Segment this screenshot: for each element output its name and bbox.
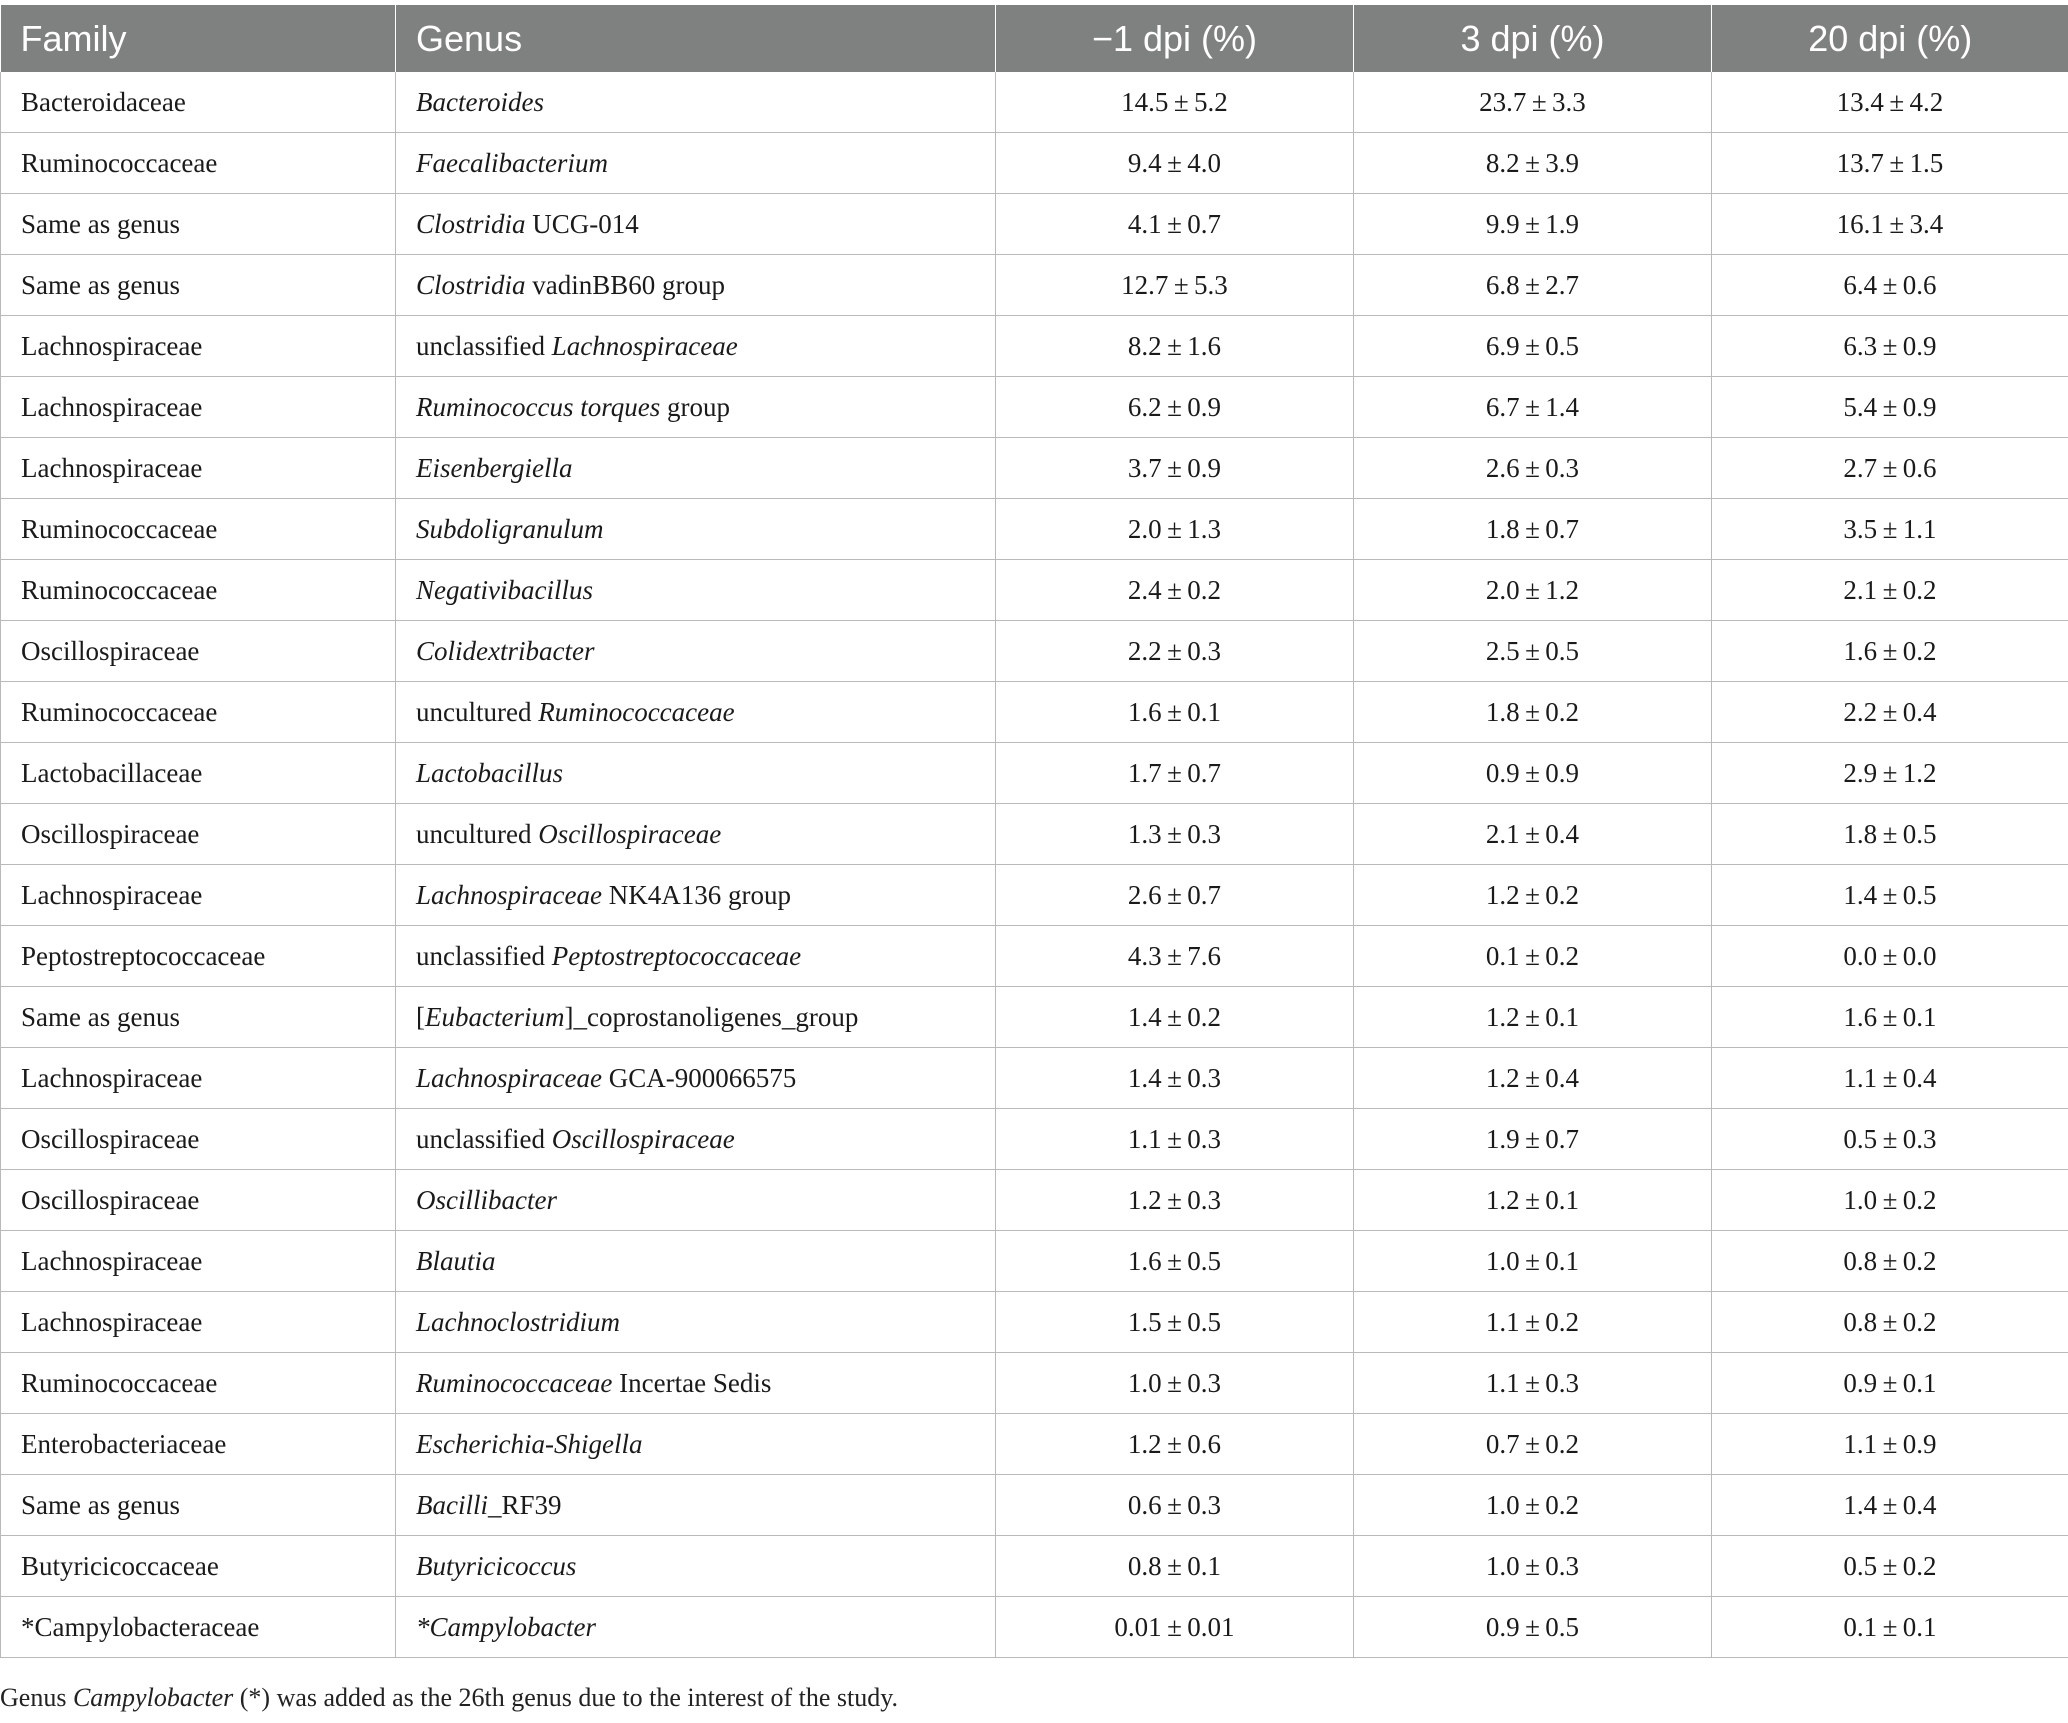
value-20-dpi: 0.5 ± 0.2	[1712, 1536, 2068, 1597]
value-20-dpi: 2.7 ± 0.6	[1712, 438, 2068, 499]
table-row	[1, 194, 2068, 255]
value-20-dpi: 1.0 ± 0.2	[1712, 1170, 2068, 1231]
genus-cell	[396, 926, 996, 987]
value-minus1-dpi: 3.7 ± 0.9	[996, 438, 1354, 499]
value-minus1-dpi: 1.4 ± 0.2	[996, 987, 1354, 1048]
table-row	[1, 72, 2068, 133]
family-cell: Lachnospiraceae	[1, 316, 396, 377]
value-minus1-dpi: 2.4 ± 0.2	[996, 560, 1354, 621]
genus-cell	[396, 560, 996, 621]
value-minus1-dpi: 0.6 ± 0.3	[996, 1475, 1354, 1536]
value-20-dpi: 1.6 ± 0.1	[1712, 987, 2068, 1048]
value-3-dpi: 6.9 ± 0.5	[1354, 316, 1712, 377]
table-row	[1, 133, 2068, 194]
genus-cell	[396, 1597, 996, 1658]
genus-cell	[396, 133, 996, 194]
table-row	[1, 926, 2068, 987]
genus-cell	[396, 194, 996, 255]
value-minus1-dpi: 4.3 ± 7.6	[996, 926, 1354, 987]
family-cell: Oscillospiraceae	[1, 621, 396, 682]
value-3-dpi: 1.1 ± 0.2	[1354, 1292, 1712, 1353]
value-3-dpi: 2.1 ± 0.4	[1354, 804, 1712, 865]
genus-cell	[396, 377, 996, 438]
genus-italic: Oscillibacter	[416, 1184, 557, 1215]
value-3-dpi: 1.2 ± 0.4	[1354, 1048, 1712, 1109]
genus-prefix: unclassified	[416, 1123, 552, 1154]
family-cell: Bacteroidaceae	[1, 72, 396, 133]
value-3-dpi: 1.2 ± 0.1	[1354, 1170, 1712, 1231]
family-cell: Oscillospiraceae	[1, 1170, 396, 1231]
genus-suffix: vadinBB60 group	[525, 269, 726, 300]
family-cell: Lachnospiraceae	[1, 377, 396, 438]
value-minus1-dpi: 2.6 ± 0.7	[996, 865, 1354, 926]
value-20-dpi: 1.8 ± 0.5	[1712, 804, 2068, 865]
value-3-dpi: 0.1 ± 0.2	[1354, 926, 1712, 987]
family-cell: Ruminococcaceae	[1, 682, 396, 743]
table-row	[1, 865, 2068, 926]
value-3-dpi: 1.0 ± 0.2	[1354, 1475, 1712, 1536]
value-20-dpi: 6.3 ± 0.9	[1712, 316, 2068, 377]
genus-italic: Eubacterium	[425, 1001, 565, 1032]
genus-cell	[396, 987, 996, 1048]
value-3-dpi: 1.8 ± 0.7	[1354, 499, 1712, 560]
table-row	[1, 1231, 2068, 1292]
value-3-dpi: 1.2 ± 0.2	[1354, 865, 1712, 926]
genus-italic: Butyricicoccus	[416, 1550, 577, 1581]
value-3-dpi: 2.5 ± 0.5	[1354, 621, 1712, 682]
value-20-dpi: 1.6 ± 0.2	[1712, 621, 2068, 682]
value-20-dpi: 1.1 ± 0.9	[1712, 1414, 2068, 1475]
genus-italic: Lachnospiraceae	[551, 330, 738, 361]
column-header-genus: Genus	[396, 5, 996, 72]
family-cell: Ruminococcaceae	[1, 499, 396, 560]
genus-italic: Ruminococcus torques	[416, 391, 661, 422]
genus-prefix: uncultured	[416, 696, 539, 727]
genus-cell	[396, 1414, 996, 1475]
value-minus1-dpi: 6.2 ± 0.9	[996, 377, 1354, 438]
table-body	[1, 72, 2068, 1658]
column-header-3-dpi: 3 dpi (%)	[1354, 5, 1712, 72]
genus-suffix: Incertae Sedis	[612, 1367, 772, 1398]
genus-cell	[396, 316, 996, 377]
genus-italic: Oscillospiraceae	[538, 818, 722, 849]
family-cell: Same as genus	[1, 194, 396, 255]
table-row	[1, 1597, 2068, 1658]
value-20-dpi: 2.1 ± 0.2	[1712, 560, 2068, 621]
genus-cell	[396, 499, 996, 560]
value-20-dpi: 0.5 ± 0.3	[1712, 1109, 2068, 1170]
family-cell: Ruminococcaceae	[1, 1353, 396, 1414]
genus-cell	[396, 1170, 996, 1231]
value-minus1-dpi: 4.1 ± 0.7	[996, 194, 1354, 255]
genus-cell	[396, 743, 996, 804]
value-3-dpi: 6.7 ± 1.4	[1354, 377, 1712, 438]
genus-suffix: ]_coprostanoligenes_group	[564, 1001, 859, 1032]
table-row	[1, 682, 2068, 743]
genus-prefix: unclassified	[416, 940, 552, 971]
footnote-prefix: Genus	[0, 1683, 73, 1712]
genus-suffix: _RF39	[487, 1489, 562, 1520]
value-3-dpi: 23.7 ± 3.3	[1354, 72, 1712, 133]
genus-italic: Ruminococcaceae	[538, 696, 735, 727]
value-20-dpi: 2.9 ± 1.2	[1712, 743, 2068, 804]
family-cell: Same as genus	[1, 1475, 396, 1536]
value-3-dpi: 9.9 ± 1.9	[1354, 194, 1712, 255]
table-row	[1, 804, 2068, 865]
genus-cell	[396, 804, 996, 865]
value-20-dpi: 1.1 ± 0.4	[1712, 1048, 2068, 1109]
genus-cell	[396, 72, 996, 133]
value-minus1-dpi: 1.3 ± 0.3	[996, 804, 1354, 865]
value-3-dpi: 2.6 ± 0.3	[1354, 438, 1712, 499]
genus-cell	[396, 255, 996, 316]
value-minus1-dpi: 1.1 ± 0.3	[996, 1109, 1354, 1170]
table-row	[1, 1292, 2068, 1353]
genus-italic: Colidextribacter	[416, 635, 595, 666]
value-minus1-dpi: 1.0 ± 0.3	[996, 1353, 1354, 1414]
table-row	[1, 255, 2068, 316]
value-3-dpi: 6.8 ± 2.7	[1354, 255, 1712, 316]
value-3-dpi: 1.1 ± 0.3	[1354, 1353, 1712, 1414]
value-3-dpi: 1.0 ± 0.3	[1354, 1536, 1712, 1597]
value-minus1-dpi: 8.2 ± 1.6	[996, 316, 1354, 377]
family-cell: Oscillospiraceae	[1, 1109, 396, 1170]
value-3-dpi: 1.8 ± 0.2	[1354, 682, 1712, 743]
family-cell: Lachnospiraceae	[1, 865, 396, 926]
value-minus1-dpi: 14.5 ± 5.2	[996, 72, 1354, 133]
genus-cell	[396, 1048, 996, 1109]
table-row	[1, 1048, 2068, 1109]
table-row	[1, 499, 2068, 560]
genus-cell	[396, 438, 996, 499]
value-20-dpi: 1.4 ± 0.5	[1712, 865, 2068, 926]
table-row	[1, 1170, 2068, 1231]
column-header-20-dpi: 20 dpi (%)	[1712, 5, 2068, 72]
table-header	[1, 5, 2068, 72]
value-20-dpi: 6.4 ± 0.6	[1712, 255, 2068, 316]
column-header-minus1-dpi: −1 dpi (%)	[996, 5, 1354, 72]
genus-italic: Lachnospiraceae	[416, 1062, 602, 1093]
genus-suffix: group	[660, 391, 730, 422]
genus-cell	[396, 1353, 996, 1414]
header-row	[1, 5, 2068, 72]
value-3-dpi: 1.9 ± 0.7	[1354, 1109, 1712, 1170]
genus-cell	[396, 682, 996, 743]
family-cell: Enterobacteriaceae	[1, 1414, 396, 1475]
family-cell: Ruminococcaceae	[1, 133, 396, 194]
family-cell: Same as genus	[1, 255, 396, 316]
genus-abundance-table	[0, 5, 2068, 1658]
genus-italic: Bacteroides	[416, 86, 544, 117]
value-20-dpi: 5.4 ± 0.9	[1712, 377, 2068, 438]
genus-prefix: unclassified	[416, 330, 552, 361]
value-3-dpi: 1.0 ± 0.1	[1354, 1231, 1712, 1292]
genus-italic: Lachnoclostridium	[416, 1306, 621, 1337]
value-3-dpi: 0.9 ± 0.5	[1354, 1597, 1712, 1658]
value-3-dpi: 0.9 ± 0.9	[1354, 743, 1712, 804]
genus-cell	[396, 621, 996, 682]
table-row	[1, 560, 2068, 621]
value-3-dpi: 2.0 ± 1.2	[1354, 560, 1712, 621]
table-row	[1, 1353, 2068, 1414]
value-20-dpi: 0.8 ± 0.2	[1712, 1231, 2068, 1292]
value-minus1-dpi: 1.6 ± 0.5	[996, 1231, 1354, 1292]
genus-suffix: UCG-014	[525, 208, 639, 239]
value-minus1-dpi: 0.01 ± 0.01	[996, 1597, 1354, 1658]
family-cell: Lachnospiraceae	[1, 1292, 396, 1353]
family-cell: *Campylobacteraceae	[1, 1597, 396, 1658]
genus-italic: Lachnospiraceae	[416, 879, 602, 910]
genus-cell	[396, 1109, 996, 1170]
table-row	[1, 987, 2068, 1048]
value-minus1-dpi: 1.4 ± 0.3	[996, 1048, 1354, 1109]
value-20-dpi: 3.5 ± 1.1	[1712, 499, 2068, 560]
value-20-dpi: 0.8 ± 0.2	[1712, 1292, 2068, 1353]
genus-italic: Lactobacillus	[416, 757, 563, 788]
value-20-dpi: 2.2 ± 0.4	[1712, 682, 2068, 743]
family-cell: Same as genus	[1, 987, 396, 1048]
genus-italic: Eisenbergiella	[416, 452, 573, 483]
family-cell: Oscillospiraceae	[1, 804, 396, 865]
value-3-dpi: 0.7 ± 0.2	[1354, 1414, 1712, 1475]
value-minus1-dpi: 1.5 ± 0.5	[996, 1292, 1354, 1353]
table-footnote	[0, 1683, 898, 1713]
value-minus1-dpi: 1.2 ± 0.3	[996, 1170, 1354, 1231]
genus-cell	[396, 1231, 996, 1292]
genus-italic: Negativibacillus	[416, 574, 593, 605]
value-20-dpi: 0.0 ± 0.0	[1712, 926, 2068, 987]
genus-italic: Clostridia	[416, 269, 526, 300]
genus-italic: Bacilli	[416, 1489, 488, 1520]
table-row	[1, 1414, 2068, 1475]
value-minus1-dpi: 1.2 ± 0.6	[996, 1414, 1354, 1475]
genus-cell	[396, 1475, 996, 1536]
genus-italic: Peptostreptococcaceae	[551, 940, 802, 971]
value-20-dpi: 0.9 ± 0.1	[1712, 1353, 2068, 1414]
value-minus1-dpi: 12.7 ± 5.3	[996, 255, 1354, 316]
value-minus1-dpi: 9.4 ± 4.0	[996, 133, 1354, 194]
family-cell: Butyricicoccaceae	[1, 1536, 396, 1597]
genus-italic: Faecalibacterium	[416, 147, 608, 178]
genus-cell	[396, 1536, 996, 1597]
value-20-dpi: 1.4 ± 0.4	[1712, 1475, 2068, 1536]
table-row	[1, 743, 2068, 804]
genus-cell	[396, 865, 996, 926]
footnote-genus-italic: Campylobacter	[72, 1683, 234, 1712]
genus-prefix: [	[416, 1001, 425, 1032]
value-20-dpi: 13.7 ± 1.5	[1712, 133, 2068, 194]
genus-italic: Oscillospiraceae	[551, 1123, 735, 1154]
table-row	[1, 1109, 2068, 1170]
value-20-dpi: 13.4 ± 4.2	[1712, 72, 2068, 133]
table-row	[1, 377, 2068, 438]
table-row	[1, 621, 2068, 682]
genus-prefix: uncultured	[416, 818, 539, 849]
genus-italic: Blautia	[416, 1245, 496, 1276]
genus-suffix: GCA-900066575	[601, 1062, 797, 1093]
family-cell: Ruminococcaceae	[1, 560, 396, 621]
value-minus1-dpi: 1.7 ± 0.7	[996, 743, 1354, 804]
family-cell: Lachnospiraceae	[1, 438, 396, 499]
footnote-suffix: (*) was added as the 26th genus due to the interest of the study.	[233, 1683, 899, 1712]
family-cell: Lactobacillaceae	[1, 743, 396, 804]
family-cell: Lachnospiraceae	[1, 1048, 396, 1109]
genus-italic: Clostridia	[416, 208, 526, 239]
value-20-dpi: 0.1 ± 0.1	[1712, 1597, 2068, 1658]
value-minus1-dpi: 1.6 ± 0.1	[996, 682, 1354, 743]
abundance-table-container	[0, 5, 2068, 1658]
value-3-dpi: 8.2 ± 3.9	[1354, 133, 1712, 194]
genus-cell	[396, 1292, 996, 1353]
value-minus1-dpi: 0.8 ± 0.1	[996, 1536, 1354, 1597]
table-row	[1, 438, 2068, 499]
family-cell: Peptostreptococcaceae	[1, 926, 396, 987]
table-row	[1, 1475, 2068, 1536]
column-header-family: Family	[1, 5, 396, 72]
value-minus1-dpi: 2.2 ± 0.3	[996, 621, 1354, 682]
table-row	[1, 316, 2068, 377]
value-3-dpi: 1.2 ± 0.1	[1354, 987, 1712, 1048]
value-20-dpi: 16.1 ± 3.4	[1712, 194, 2068, 255]
genus-suffix: NK4A136 group	[601, 879, 791, 910]
value-minus1-dpi: 2.0 ± 1.3	[996, 499, 1354, 560]
table-row	[1, 1536, 2068, 1597]
family-cell: Lachnospiraceae	[1, 1231, 396, 1292]
genus-italic: Subdoligranulum	[416, 513, 604, 544]
genus-italic: *Campylobacter	[416, 1611, 596, 1642]
genus-italic: Ruminococcaceae	[416, 1367, 613, 1398]
genus-italic: Escherichia-Shigella	[416, 1428, 643, 1459]
